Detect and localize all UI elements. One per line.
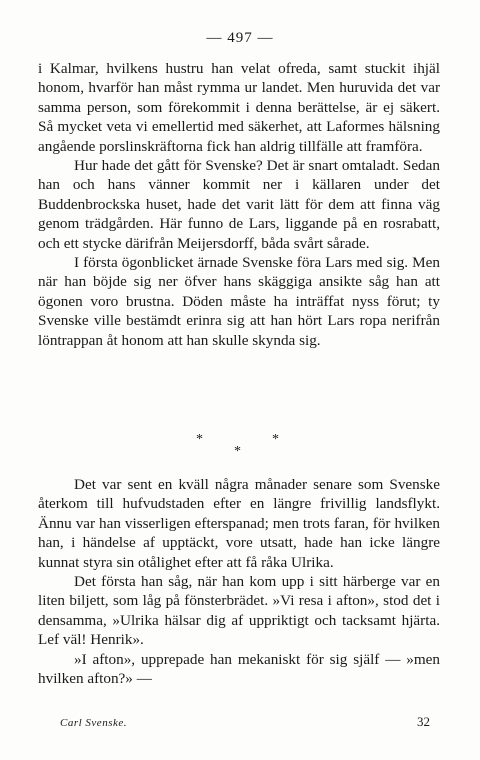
page-number: — 497 — xyxy=(206,30,274,46)
paragraph: Det var sent en kväll några månader senare som Svenske återkom till hufvudstaden efter en längre frivillig landsflykt. Ännu var han visserligen efterspanad; men trots faran, för hvilken han, i händelse af upptäckt, vore utsatt, hade han icke längre kunnat styra sin otålighet efter att få råka Ulrika. xyxy=(38,476,440,571)
asterisk: * xyxy=(272,432,279,447)
paragraph: »I afton», upprepade han mekaniskt för sig själf — »men hvilken afton?» — xyxy=(38,650,440,688)
paragraph: Hur hade det gått för Svenske? Det är snart omtaladt. Sedan han och hans vänner kommit ner i källaren under det Buddenbrockska huset, hade det varit lätt för dem att finna väg genom trädgården. Här funno de Lars, liggande på en rosrabatt, och ett stycke därifrån Meijersdorff, båda svårt sårade. xyxy=(38,157,440,252)
sheet-number: 32 xyxy=(417,714,430,729)
asterisk: * xyxy=(196,432,203,447)
section-divider xyxy=(0,432,480,462)
signature-mark: Carl Svenske. xyxy=(60,717,127,729)
asterisk: * xyxy=(234,444,241,459)
page-footer xyxy=(38,714,440,734)
paragraph: I första ögonblicket ärnade Svenske föra Lars med sig. Men när han böjde sig ner öfver hans skäggiga ansikte såg han att ögonen voro brustna. Döden måste ha inträffat nyss förut; ty Svenske ville bestämdt erinra sig att han hört Lars ropa nerifrån löntrappan åt honom att han skulle skynda sig. xyxy=(38,254,440,349)
text-section-1 xyxy=(38,59,440,350)
paragraph: Det första han såg, när han kom upp i sitt härberge var en liten biljett, som låg på fönsterbrädet. »Vi resa i afton», stod det i densamma, »Ulrika hälsar dig af uppriktigt och tacksamt hjärta. Lef väl! Henrik». xyxy=(38,573,440,649)
paragraph: i Kalmar, hvilkens hustru han velat ofreda, samt stuckit ihjäl honom, hvarför han måst rymma ur landet. Men huruvida det var samma person, som förekommit i denna berättelse, är ej säkert. Så mycket veta vi emellertid med säkerhet, att Laformes hälsning angående porslinskräftorna fick han aldrig tillfälle att framföra. xyxy=(38,60,440,155)
text-section-2 xyxy=(38,475,440,688)
